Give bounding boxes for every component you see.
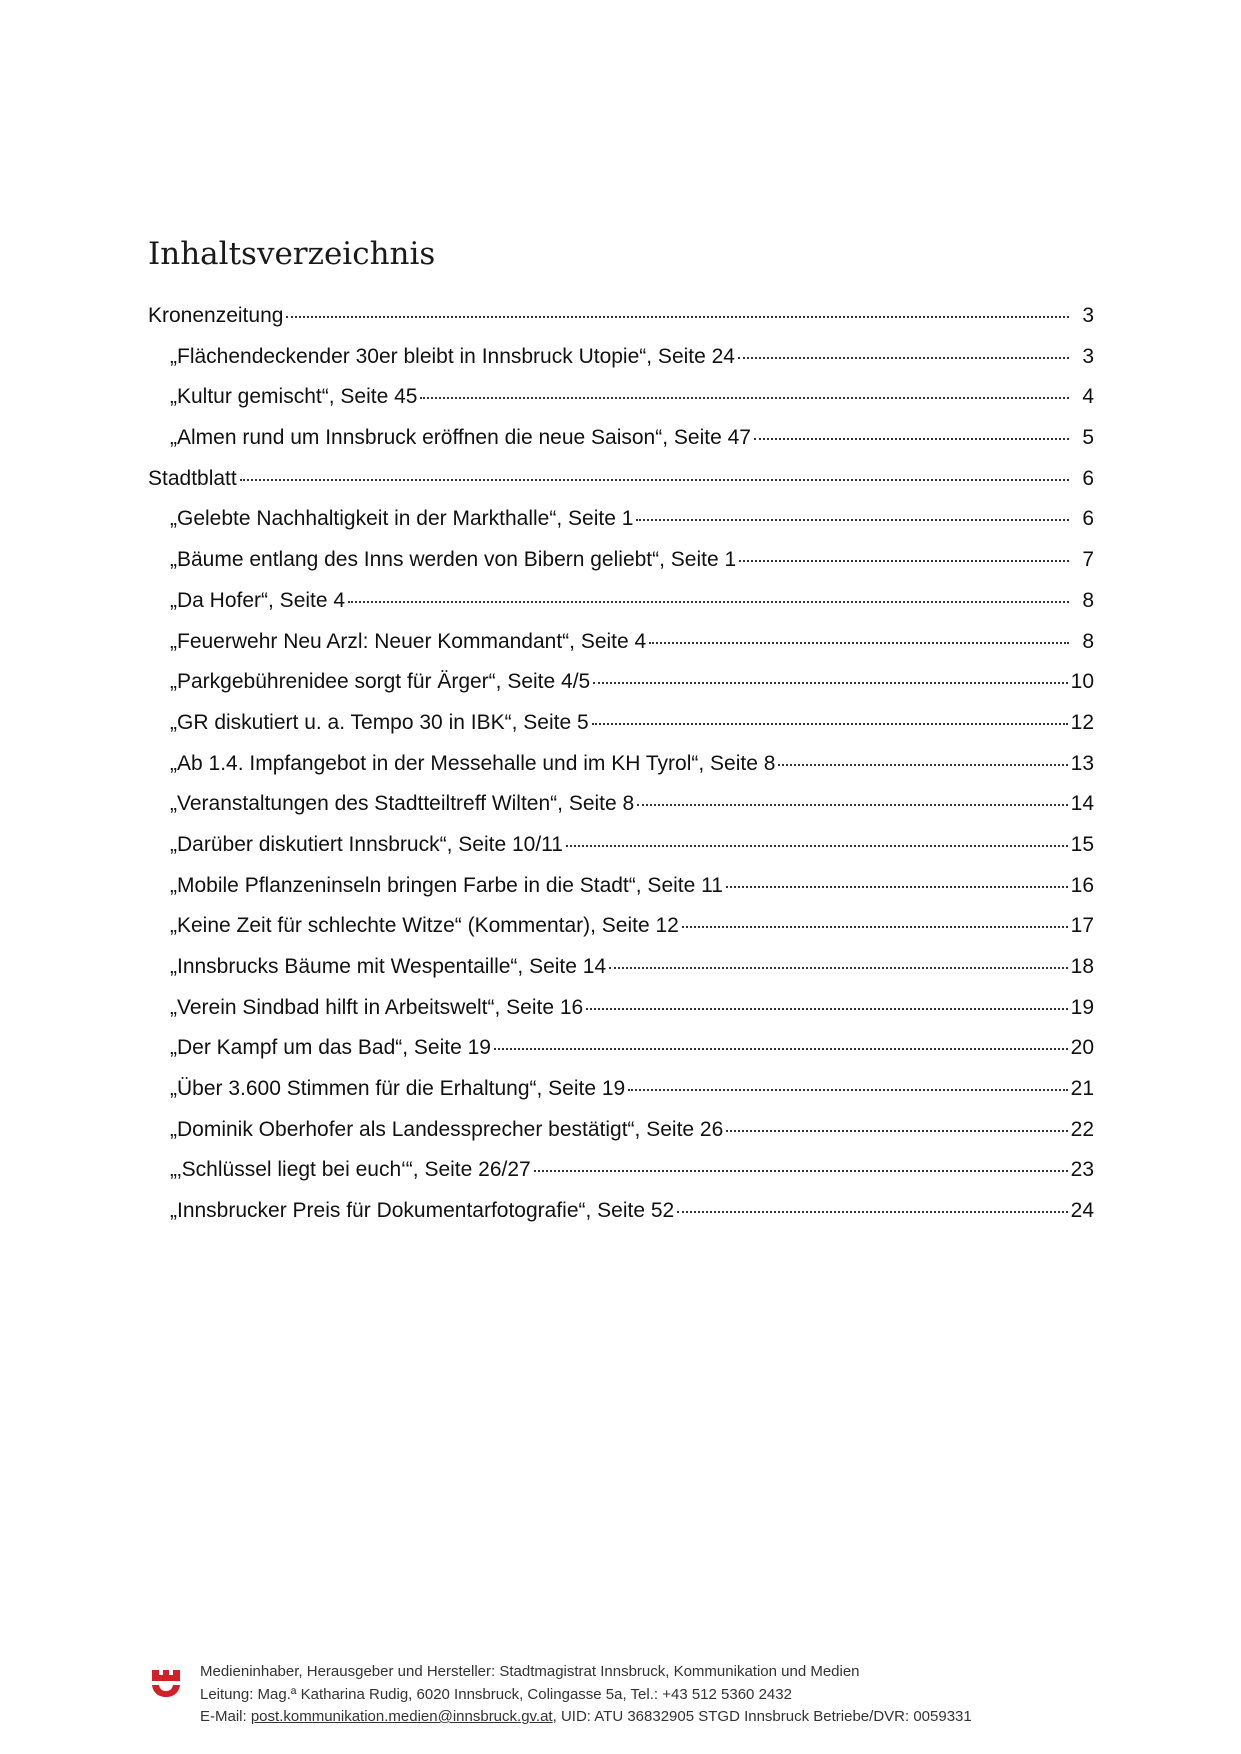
toc-entry-title: „Almen rund um Innsbruck eröffnen die neue Saison“, Seite 47 [170, 426, 751, 450]
toc-page-number: 24 [1070, 1199, 1094, 1223]
table-of-contents [148, 304, 1094, 1240]
toc-page-number: 16 [1070, 873, 1094, 897]
toc-page-number: 8 [1082, 588, 1094, 612]
toc-section-heading[interactable] [148, 467, 1094, 508]
toc-page-number: 21 [1070, 1077, 1094, 1101]
toc-dot-leader [240, 479, 1069, 481]
toc-entry-title: Kronenzeitung [148, 304, 284, 327]
toc-entry[interactable] [148, 1077, 1094, 1118]
email-label: E-Mail: [200, 1708, 251, 1725]
toc-dot-leader [592, 723, 1068, 725]
toc-dot-leader [637, 804, 1067, 806]
toc-entry-title: „‚Schlüssel liegt bei euch‘“, Seite 26/27 [170, 1158, 531, 1182]
toc-entry-title: „Über 3.600 Stimmen für die Erhaltung“, Seite 19 [170, 1077, 626, 1101]
toc-dot-leader [609, 967, 1068, 969]
toc-dot-leader [593, 682, 1067, 684]
footer-line-management: Leitung: Mag.ª Katharina Rudig, 6020 Innsbruck, Colingasse 5a, Tel.: +43 512 5360 2432 [200, 1685, 792, 1703]
footer-line-publisher: Medieninhaber, Herausgeber und Hersteller: Stadtmagistrat Innsbruck, Kommunikation und Medien [200, 1663, 860, 1680]
footer-imprint [200, 1661, 972, 1729]
toc-entry-title: „Ab 1.4. Impfangebot in der Messehalle und im KH Tyrol“, Seite 8 [170, 751, 776, 775]
toc-entry[interactable] [148, 426, 1094, 467]
toc-dot-leader [682, 926, 1068, 928]
toc-entry-title: „Veranstaltungen des Stadtteiltreff Wilten“, Seite 8 [170, 792, 635, 816]
toc-page-number: 6 [1082, 466, 1094, 490]
toc-page-number: 5 [1082, 426, 1094, 450]
toc-dot-leader [726, 886, 1068, 888]
toc-entry-title: „Keine Zeit für schlechte Witze“ (Kommentar), Seite 12 [170, 914, 679, 938]
toc-entry-title: Stadtblatt [148, 466, 237, 490]
toc-entry[interactable] [148, 792, 1094, 833]
toc-entry-title: „Innsbrucks Bäume mit Wespentaille“, Seite 14 [170, 955, 607, 978]
toc-dot-leader [738, 357, 1069, 359]
footer-line-contact [200, 1706, 972, 1729]
toc-entry[interactable] [148, 548, 1094, 589]
toc-entry-title: „Flächendeckender 30er bleibt in Innsbruck Utopie“, Seite 24 [170, 344, 735, 368]
toc-page-number: 19 [1070, 995, 1094, 1019]
toc-entry-title: „Verein Sindbad hilft in Arbeitswelt“, Seite 16 [170, 995, 584, 1019]
toc-dot-leader [778, 764, 1067, 766]
toc-page-number: 23 [1070, 1158, 1094, 1182]
toc-page-number: 6 [1082, 507, 1094, 531]
toc-entry-title: „Innsbrucker Preis für Dokumentarfotografie“, Seite 52 [170, 1199, 675, 1223]
toc-page-number: 14 [1070, 792, 1094, 816]
toc-page-number: 13 [1070, 751, 1094, 775]
toc-page-number: 4 [1082, 385, 1094, 409]
toc-entry-title: „Bäume entlang des Inns werden von Bibern geliebt“, Seite 1 [170, 548, 737, 572]
toc-page-number: 18 [1070, 955, 1094, 978]
toc-entry-title: „Da Hofer“, Seite 4 [170, 588, 346, 612]
toc-entry[interactable] [148, 914, 1094, 955]
toc-entry[interactable] [148, 752, 1094, 793]
page-title: Inhaltsverzeichnis [148, 236, 436, 272]
toc-page-number: 3 [1082, 304, 1094, 327]
toc-entry-title: „Darüber diskutiert Innsbruck“, Seite 10/11 [170, 832, 563, 856]
toc-entry[interactable] [148, 1158, 1094, 1199]
toc-entry[interactable] [148, 385, 1094, 426]
toc-entry-title: „Gelebte Nachhaltigkeit in der Markthalle“, Seite 1 [170, 507, 634, 531]
toc-page-number: 7 [1082, 548, 1094, 572]
toc-dot-leader [754, 438, 1069, 440]
toc-entry[interactable] [148, 996, 1094, 1037]
email-link[interactable]: post.kommunikation.medien@innsbruck.gv.at [250, 1708, 553, 1725]
toc-entry[interactable] [148, 630, 1094, 671]
toc-dot-leader [649, 642, 1069, 644]
toc-dot-leader [348, 601, 1069, 603]
toc-entry[interactable] [148, 833, 1094, 874]
toc-entry[interactable] [148, 1199, 1094, 1240]
toc-entry[interactable] [148, 670, 1094, 711]
toc-dot-leader [628, 1089, 1067, 1091]
toc-entry[interactable] [148, 711, 1094, 752]
toc-dot-leader [636, 519, 1069, 521]
registration-info: , UID: ATU 36832905 STGD Innsbruck Betriebe/DVR: 0059331 [552, 1708, 972, 1725]
toc-page-number: 20 [1070, 1036, 1094, 1060]
toc-page-number: 15 [1070, 832, 1094, 856]
toc-dot-leader [534, 1170, 1068, 1172]
toc-dot-leader [494, 1048, 1068, 1050]
toc-dot-leader [586, 1008, 1067, 1010]
innsbruck-logo-icon [150, 1666, 182, 1698]
toc-page-number: 3 [1082, 344, 1094, 368]
toc-page-number: 8 [1082, 629, 1094, 653]
toc-page-number: 12 [1070, 710, 1094, 734]
toc-entry[interactable] [148, 955, 1094, 996]
toc-dot-leader [739, 560, 1069, 562]
toc-entry[interactable] [148, 1118, 1094, 1159]
toc-entry-title: „Kultur gemischt“, Seite 45 [170, 385, 418, 409]
toc-dot-leader [677, 1211, 1067, 1213]
toc-entry[interactable] [148, 345, 1094, 386]
toc-entry[interactable] [148, 507, 1094, 548]
toc-entry-title: „Dominik Oberhofer als Landessprecher bestätigt“, Seite 26 [170, 1117, 724, 1141]
toc-entry[interactable] [148, 1036, 1094, 1077]
toc-page-number: 10 [1070, 670, 1094, 694]
toc-entry-title: „GR diskutiert u. a. Tempo 30 in IBK“, Seite 5 [170, 710, 589, 734]
toc-dot-leader [566, 845, 1068, 847]
toc-entry[interactable] [148, 589, 1094, 630]
toc-dot-leader [286, 316, 1069, 318]
toc-page-number: 22 [1070, 1117, 1094, 1141]
toc-dot-leader [726, 1130, 1067, 1132]
toc-section-heading[interactable] [148, 304, 1094, 345]
toc-page-number: 17 [1070, 914, 1094, 938]
toc-entry-title: „Der Kampf um das Bad“, Seite 19 [170, 1036, 491, 1060]
toc-entry-title: „Mobile Pflanzeninseln bringen Farbe in die Stadt“, Seite 11 [170, 873, 723, 897]
toc-entry-title: „Parkgebührenidee sorgt für Ärger“, Seite 4/5 [170, 670, 591, 694]
toc-dot-leader [420, 397, 1069, 399]
toc-entry-title: „Feuerwehr Neu Arzl: Neuer Kommandant“, Seite 4 [170, 629, 647, 653]
toc-entry[interactable] [148, 874, 1094, 915]
